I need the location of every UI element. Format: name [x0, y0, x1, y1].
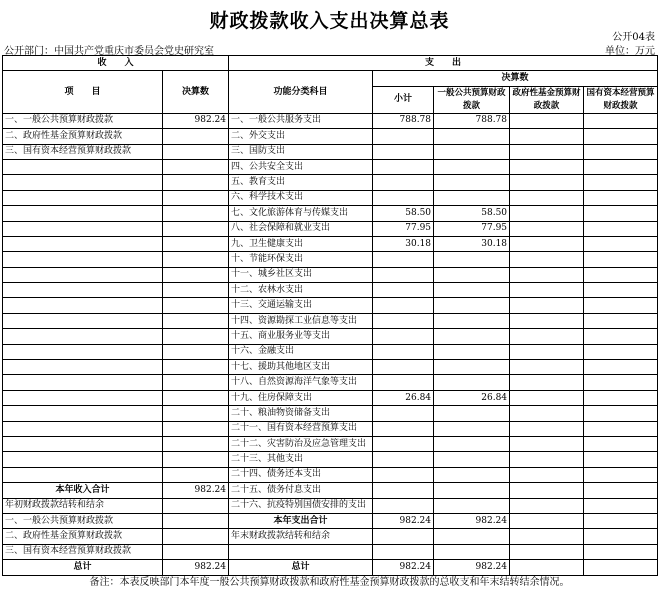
- expense-item-cell: 三、国防支出: [229, 144, 373, 159]
- gov-fund-cell: [510, 159, 584, 174]
- table-row: [3, 236, 658, 251]
- expense-item-cell: 十八、自然资源海洋气象等支出: [229, 375, 373, 390]
- gov-fund-cell: [510, 467, 584, 482]
- gov-fund-cell: [510, 360, 584, 375]
- income-item-cell: [3, 298, 163, 313]
- state-capital-cell: [584, 252, 658, 267]
- table-row: [3, 390, 658, 405]
- general-public-cell: 30.18: [434, 236, 510, 251]
- table-row: [3, 206, 658, 221]
- state-capital-cell: [584, 159, 658, 174]
- general-public-cell: [434, 483, 510, 498]
- gov-fund-cell: [510, 236, 584, 251]
- state-capital-cell: [584, 236, 658, 251]
- gov-fund-cell: [510, 483, 584, 498]
- subtotal-cell: [373, 144, 434, 159]
- income-item-cell: [3, 175, 163, 190]
- income-value-cell: [163, 313, 229, 328]
- gov-fund-cell: [510, 267, 584, 282]
- expense-item-cell: 十二、农林水支出: [229, 283, 373, 298]
- table-row: [3, 375, 658, 390]
- income-item-cell: [3, 159, 163, 174]
- gov-fund-cell: [510, 375, 584, 390]
- state-capital-cell: [584, 529, 658, 544]
- subtotal-cell: 982.24: [373, 560, 434, 575]
- state-capital-cell: [584, 283, 658, 298]
- item-header: 项 目: [3, 71, 163, 113]
- gov-fund-cell: [510, 452, 584, 467]
- income-value-cell: [163, 190, 229, 205]
- expense-item-cell: 二、外交支出: [229, 129, 373, 144]
- expense-item-cell: 二十一、国有资本经营预算支出: [229, 421, 373, 436]
- income-item-cell: [3, 421, 163, 436]
- table-row: [3, 498, 658, 513]
- table-row: [3, 329, 658, 344]
- expense-item-cell: 二十五、债务付息支出: [229, 483, 373, 498]
- income-value-cell: [163, 360, 229, 375]
- table-row: [3, 529, 658, 544]
- income-item-cell: [3, 375, 163, 390]
- state-capital-cell: [584, 544, 658, 559]
- income-item-cell: [3, 467, 163, 482]
- table-row: [3, 129, 658, 144]
- state-capital-cell: [584, 329, 658, 344]
- state-capital-cell: [584, 390, 658, 405]
- table-row: [3, 190, 658, 205]
- income-item-cell: [3, 206, 163, 221]
- gov-fund-cell: [510, 513, 584, 528]
- gov-fund-cell: [510, 283, 584, 298]
- income-item-cell: 年初财政拨款结转和结余: [3, 498, 163, 513]
- state-capital-cell: [584, 375, 658, 390]
- general-public-cell: 788.78: [434, 113, 510, 128]
- state-capital-cell: [584, 513, 658, 528]
- subtotal-cell: [373, 175, 434, 190]
- income-value-cell: 982.24: [163, 483, 229, 498]
- subtotal-cell: [373, 360, 434, 375]
- subtotal-cell: [373, 298, 434, 313]
- income-value-cell: [163, 436, 229, 451]
- gov-fund-cell: [510, 406, 584, 421]
- table-row: [3, 175, 658, 190]
- subtotal-cell: [373, 467, 434, 482]
- income-item-cell: [3, 406, 163, 421]
- state-capital-cell: [584, 175, 658, 190]
- expense-item-cell: [229, 544, 373, 559]
- expense-item-cell: 本年支出合计: [229, 513, 373, 528]
- income-value-cell: [163, 406, 229, 421]
- subtotal-cell: [373, 436, 434, 451]
- income-value-cell: [163, 513, 229, 528]
- state-capital-cell: [584, 467, 658, 482]
- gov-fund-cell: [510, 113, 584, 128]
- expense-item-cell: 二十二、灾害防治及应急管理支出: [229, 436, 373, 451]
- income-item-cell: [3, 452, 163, 467]
- table-row: [3, 159, 658, 174]
- income-item-cell: 一、一般公共预算财政拨款: [3, 513, 163, 528]
- state-capital-cell: [584, 190, 658, 205]
- subtotal-cell: [373, 190, 434, 205]
- general-public-cell: [434, 498, 510, 513]
- expense-item-cell: 年末财政拨款结转和结余: [229, 529, 373, 544]
- income-item-cell: 总计: [3, 560, 163, 575]
- income-value-cell: [163, 175, 229, 190]
- table-row: [3, 344, 658, 359]
- table-row: [3, 436, 658, 451]
- final-accounts-table: [2, 55, 658, 576]
- general-public-header: 一般公共预算财政拨款: [434, 86, 510, 113]
- subtotal-cell: [373, 498, 434, 513]
- general-public-cell: [434, 452, 510, 467]
- expense-item-cell: 十五、商业服务业等支出: [229, 329, 373, 344]
- general-public-cell: [434, 344, 510, 359]
- expense-header: 支 出: [229, 56, 658, 71]
- subtotal-cell: 982.24: [373, 513, 434, 528]
- expense-item-cell: 四、公共安全支出: [229, 159, 373, 174]
- unit-label: 单位：万元: [605, 46, 655, 57]
- expense-item-cell: 十三、交通运输支出: [229, 298, 373, 313]
- income-value-cell: 982.24: [163, 113, 229, 128]
- income-value-cell: [163, 283, 229, 298]
- income-item-cell: [3, 390, 163, 405]
- table-row: [3, 252, 658, 267]
- income-item-cell: 三、国有资本经营预算财政拨款: [3, 144, 163, 159]
- income-value-cell: [163, 390, 229, 405]
- expense-item-cell: 九、卫生健康支出: [229, 236, 373, 251]
- state-capital-cell: [584, 129, 658, 144]
- subtotal-cell: 77.95: [373, 221, 434, 236]
- expense-item-cell: 五、教育支出: [229, 175, 373, 190]
- general-public-cell: 58.50: [434, 206, 510, 221]
- gov-fund-cell: [510, 313, 584, 328]
- subtotal-cell: [373, 406, 434, 421]
- subtotal-cell: [373, 129, 434, 144]
- income-value-cell: [163, 252, 229, 267]
- general-public-cell: [434, 283, 510, 298]
- state-capital-cell: [584, 360, 658, 375]
- gov-fund-cell: [510, 190, 584, 205]
- general-public-cell: [434, 406, 510, 421]
- income-item-cell: [3, 283, 163, 298]
- subtotal-cell: [373, 283, 434, 298]
- general-public-cell: [434, 529, 510, 544]
- income-value-cell: [163, 529, 229, 544]
- state-capital-cell: [584, 483, 658, 498]
- table-row: [3, 452, 658, 467]
- state-capital-cell: [584, 313, 658, 328]
- income-value-cell: [163, 206, 229, 221]
- gov-fund-cell: [510, 436, 584, 451]
- gov-fund-cell: [510, 221, 584, 236]
- table-row: [3, 544, 658, 559]
- income-header: 收 入: [3, 56, 229, 71]
- expense-item-cell: 十九、住房保障支出: [229, 390, 373, 405]
- state-capital-cell: [584, 144, 658, 159]
- gov-fund-header: 政府性基金预算财政拨款: [510, 86, 584, 113]
- expense-item-cell: 二十六、抗疫特别国债安排的支出: [229, 498, 373, 513]
- income-item-cell: 三、国有资本经营预算财政拨款: [3, 544, 163, 559]
- expense-item-cell: 一、一般公共服务支出: [229, 113, 373, 128]
- expense-item-cell: 七、文化旅游体育与传媒支出: [229, 206, 373, 221]
- subtotal-cell: [373, 267, 434, 282]
- subtotal-cell: [373, 452, 434, 467]
- state-capital-cell: [584, 113, 658, 128]
- subtotal-cell: [373, 159, 434, 174]
- gov-fund-cell: [510, 206, 584, 221]
- expense-item-cell: 六、科学技术支出: [229, 190, 373, 205]
- income-value-cell: [163, 144, 229, 159]
- general-public-cell: [434, 159, 510, 174]
- gov-fund-cell: [510, 252, 584, 267]
- gov-fund-cell: [510, 544, 584, 559]
- subtotal-cell: [373, 329, 434, 344]
- expense-item-cell: 二十、粮油物资储备支出: [229, 406, 373, 421]
- income-item-cell: 二、政府性基金预算财政拨款: [3, 529, 163, 544]
- general-public-cell: [434, 360, 510, 375]
- general-public-cell: 982.24: [434, 513, 510, 528]
- form-number: 公开04表: [612, 32, 655, 43]
- state-capital-cell: [584, 436, 658, 451]
- income-value-cell: [163, 159, 229, 174]
- table-row: [3, 406, 658, 421]
- income-item-cell: [3, 267, 163, 282]
- subtotal-cell: [373, 544, 434, 559]
- income-item-cell: [3, 236, 163, 251]
- general-public-cell: [434, 375, 510, 390]
- gov-fund-cell: [510, 175, 584, 190]
- table-row: [3, 113, 658, 128]
- state-capital-cell: [584, 298, 658, 313]
- income-item-cell: [3, 190, 163, 205]
- state-capital-cell: [584, 421, 658, 436]
- subtotal-cell: 26.84: [373, 390, 434, 405]
- general-public-cell: [434, 436, 510, 451]
- income-value-cell: [163, 421, 229, 436]
- table-row: [3, 313, 658, 328]
- general-public-cell: [434, 175, 510, 190]
- income-value-cell: [163, 544, 229, 559]
- general-public-cell: [434, 129, 510, 144]
- page-title: 财政拨款收入支出决算总表: [209, 10, 450, 32]
- subtotal-cell: [373, 529, 434, 544]
- income-value-cell: [163, 236, 229, 251]
- state-capital-cell: [584, 452, 658, 467]
- income-value-cell: [163, 467, 229, 482]
- gov-fund-cell: [510, 390, 584, 405]
- income-value-cell: [163, 267, 229, 282]
- expense-item-cell: 二十三、其他支出: [229, 452, 373, 467]
- general-public-cell: [434, 329, 510, 344]
- gov-fund-cell: [510, 344, 584, 359]
- gov-fund-cell: [510, 298, 584, 313]
- gov-fund-cell: [510, 498, 584, 513]
- expense-item-cell: 十四、资源勘探工业信息等支出: [229, 313, 373, 328]
- final-group-header: 决算数: [373, 71, 658, 86]
- subtotal-cell: 58.50: [373, 206, 434, 221]
- income-item-cell: [3, 313, 163, 328]
- gov-fund-cell: [510, 529, 584, 544]
- gov-fund-cell: [510, 421, 584, 436]
- income-item-cell: 一、一般公共预算财政拨款: [3, 113, 163, 128]
- table-row: [3, 421, 658, 436]
- general-public-cell: [434, 298, 510, 313]
- general-public-cell: 26.84: [434, 390, 510, 405]
- general-public-cell: [434, 544, 510, 559]
- income-item-cell: [3, 360, 163, 375]
- state-capital-cell: [584, 267, 658, 282]
- expense-item-cell: 十、节能环保支出: [229, 252, 373, 267]
- income-value-cell: [163, 221, 229, 236]
- table-row: [3, 467, 658, 482]
- income-item-cell: [3, 252, 163, 267]
- state-capital-cell: [584, 344, 658, 359]
- general-public-cell: [434, 313, 510, 328]
- subtotal-cell: 788.78: [373, 113, 434, 128]
- general-public-cell: [434, 190, 510, 205]
- table-row: [3, 298, 658, 313]
- table-row: [3, 360, 658, 375]
- state-capital-cell: [584, 406, 658, 421]
- income-value-cell: [163, 452, 229, 467]
- state-capital-header: 国有资本经营预算财政拨款: [584, 86, 658, 113]
- expense-item-cell: 八、社会保障和就业支出: [229, 221, 373, 236]
- income-item-cell: [3, 436, 163, 451]
- subtotal-cell: [373, 252, 434, 267]
- general-public-cell: [434, 144, 510, 159]
- table-row: [3, 513, 658, 528]
- expense-item-cell: 十七、援助其他地区支出: [229, 360, 373, 375]
- subtotal-cell: [373, 344, 434, 359]
- table-row: [3, 267, 658, 282]
- state-capital-cell: [584, 221, 658, 236]
- subtotal-cell: [373, 483, 434, 498]
- gov-fund-cell: [510, 144, 584, 159]
- final-amount-header: 决算数: [163, 71, 229, 113]
- income-item-cell: [3, 329, 163, 344]
- general-public-cell: [434, 421, 510, 436]
- subtotal-cell: [373, 313, 434, 328]
- subtotal-header: 小计: [373, 86, 434, 113]
- general-public-cell: [434, 252, 510, 267]
- income-item-cell: [3, 344, 163, 359]
- expense-item-cell: 二十四、债务还本支出: [229, 467, 373, 482]
- general-public-cell: [434, 267, 510, 282]
- table-row: [3, 221, 658, 236]
- subtotal-cell: [373, 375, 434, 390]
- func-category-header: 功能分类科目: [229, 71, 373, 113]
- income-value-cell: [163, 329, 229, 344]
- general-public-cell: [434, 467, 510, 482]
- gov-fund-cell: [510, 329, 584, 344]
- general-public-cell: 982.24: [434, 560, 510, 575]
- income-item-cell: 本年收入合计: [3, 483, 163, 498]
- expense-item-cell: 十一、城乡社区支出: [229, 267, 373, 282]
- subtotal-cell: [373, 421, 434, 436]
- table-row: [3, 144, 658, 159]
- expense-item-cell: 十六、金融支出: [229, 344, 373, 359]
- state-capital-cell: [584, 498, 658, 513]
- income-value-cell: [163, 344, 229, 359]
- income-value-cell: [163, 129, 229, 144]
- income-item-cell: [3, 221, 163, 236]
- table-row: [3, 283, 658, 298]
- expense-item-cell: 总计: [229, 560, 373, 575]
- general-public-cell: 77.95: [434, 221, 510, 236]
- state-capital-cell: [584, 206, 658, 221]
- income-item-cell: 二、政府性基金预算财政拨款: [3, 129, 163, 144]
- footnote: 备注：本表反映部门本年度一般公共预算财政拨款和政府性基金预算财政拨款的总收支和年末结转结余情况。: [89, 577, 570, 588]
- table-row: [3, 483, 658, 498]
- department-label: 公开部门：中国共产党重庆市委员会党史研究室: [4, 46, 214, 57]
- income-value-cell: [163, 298, 229, 313]
- gov-fund-cell: [510, 129, 584, 144]
- income-value-cell: 982.24: [163, 560, 229, 575]
- income-value-cell: [163, 498, 229, 513]
- income-value-cell: [163, 375, 229, 390]
- subtotal-cell: 30.18: [373, 236, 434, 251]
